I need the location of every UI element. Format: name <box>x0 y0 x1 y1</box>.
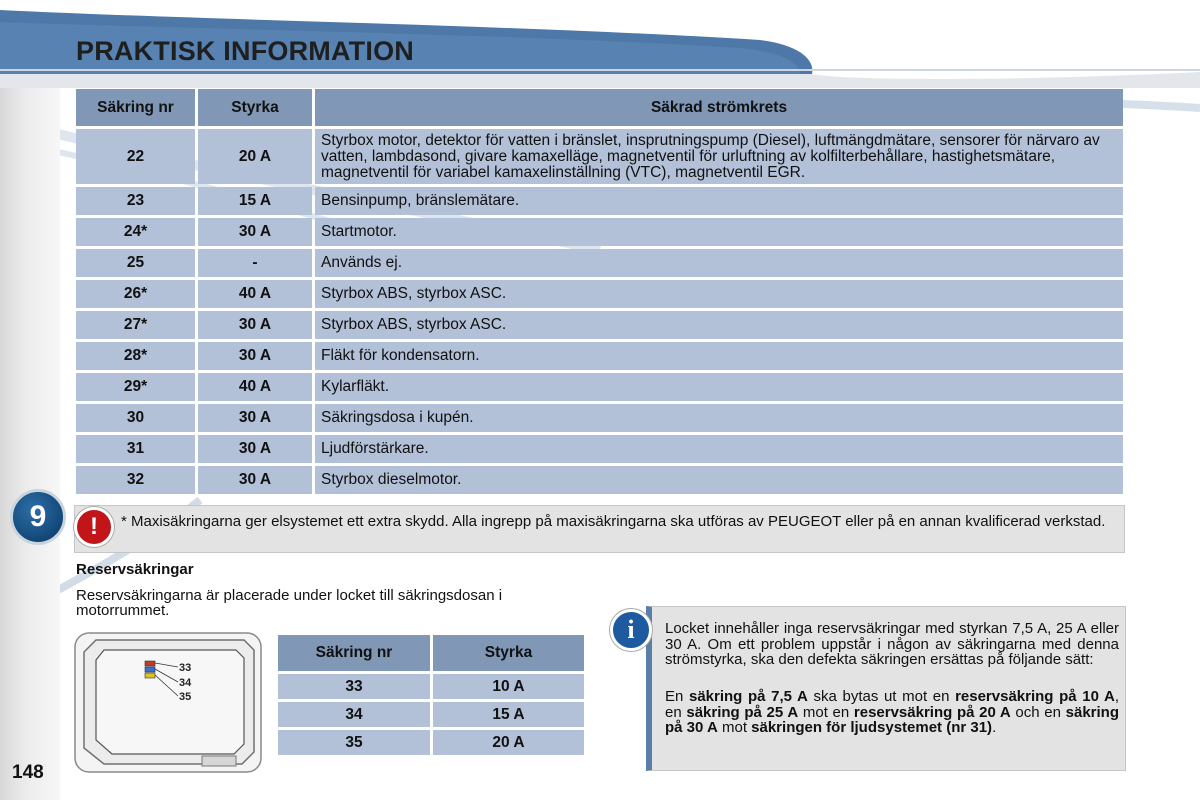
info-text: mot en <box>798 703 854 721</box>
fuse-number: 26* <box>76 280 195 308</box>
reserve-text: Reservsäkringarna är placerade under locket till säkringsdosan i motorrummet. <box>76 587 503 619</box>
info-text: En <box>665 688 689 705</box>
fuse-amperage: 30 A <box>198 218 312 246</box>
info-text: ska bytas ut mot en <box>807 688 956 705</box>
fuse-amperage: 40 A <box>198 373 312 401</box>
fuse-number: 32 <box>76 466 195 494</box>
fuse-circuit: Startmotor. <box>315 218 1123 246</box>
warning-exclamation-icon: ! <box>74 507 114 547</box>
table-row <box>278 730 584 755</box>
fuse-number: 22 <box>76 129 195 184</box>
diagram-label-35: 35 <box>179 691 192 703</box>
fuse-circuit: Styrbox ABS, styrbox ASC. <box>315 311 1123 339</box>
diagram-label-33: 33 <box>179 662 192 674</box>
table-row <box>76 373 1123 401</box>
table-row <box>76 129 1123 184</box>
fuse-number: 34 <box>278 702 430 727</box>
page-number: 148 <box>12 762 44 783</box>
fuse-circuit: Styrbox motor, detektor för vatten i bränslet, insprutningspump (Diesel), luftmängdmätare, sensorer för närvaro av vatten, lambdasond, givare kamaxelläge, magnetventil för urluftning av kolfilterbehållare, hastighetsmätare, magnetventil för variabel kamaxelinställning (VTC), magnetventil EGR. <box>315 129 1123 184</box>
fuse-amperage: - <box>198 249 312 277</box>
table-row <box>76 466 1123 494</box>
info-icon: i <box>610 609 652 651</box>
table-row <box>76 342 1123 370</box>
header-amperage: Styrka <box>198 89 312 126</box>
info-paragraph-1: Locket innehåller inga reservsäkringar med styrkan 7,5 A, 25 A eller 30 A. Om ett problem uppstår i någon av säkringarna med denna strömstyrka, ska den defekta säkringen ersättas på följande sätt: <box>665 620 1119 668</box>
fuse-circuit: Ljudförstärkare. <box>315 435 1123 463</box>
fuse-amperage: 30 A <box>198 466 312 494</box>
table-row <box>278 702 584 727</box>
diagram-label-34: 34 <box>179 677 192 689</box>
table-row <box>76 218 1123 246</box>
fuse-number: 24* <box>76 218 195 246</box>
fuse-box-lid-diagram <box>74 632 262 773</box>
fuse-number: 25 <box>76 249 195 277</box>
info-emphasis: reservsäkring på 10 A <box>955 688 1115 705</box>
header-amperage: Styrka <box>433 635 584 671</box>
info-paragraph-2 <box>665 689 1119 736</box>
fuse-number: 33 <box>278 674 430 699</box>
table-row <box>76 249 1123 277</box>
fuse-table <box>73 86 1126 497</box>
fuse-circuit: Styrbox dieselmotor. <box>315 466 1123 494</box>
fuse-number: 35 <box>278 730 430 755</box>
header-fuse-number: Säkring nr <box>278 635 430 671</box>
left-margin-strip <box>0 88 60 800</box>
spare-table-header <box>278 635 584 671</box>
table-row <box>76 187 1123 215</box>
fuse-circuit: Fläkt för kondensatorn. <box>315 342 1123 370</box>
fuse-circuit: Bensinpump, bränslemätare. <box>315 187 1123 215</box>
fuse-amperage: 20 A <box>433 730 584 755</box>
page-title: PRAKTISK INFORMATION <box>76 36 414 66</box>
info-emphasis: säkring på 25 A <box>686 703 799 721</box>
fuse-amperage: 15 A <box>433 702 584 727</box>
fuse-circuit: Styrbox ABS, styrbox ASC. <box>315 280 1123 308</box>
fuse-amperage: 30 A <box>198 404 312 432</box>
spare-fuse-table <box>275 632 587 758</box>
fuse-amperage: 30 A <box>198 342 312 370</box>
warning-note <box>74 505 1125 553</box>
table-row <box>76 435 1123 463</box>
fuse-table-header <box>76 89 1123 126</box>
fuse-amperage: 10 A <box>433 674 584 699</box>
info-emphasis: säkring på 30 A <box>665 703 1119 736</box>
fuse-amperage: 40 A <box>198 280 312 308</box>
table-row <box>76 311 1123 339</box>
info-text: mot <box>717 719 752 736</box>
info-emphasis: säkring på 7,5 A <box>688 688 808 705</box>
fuse-circuit: Säkringsdosa i kupén. <box>315 404 1123 432</box>
fuse-circuit: Kylarfläkt. <box>315 373 1123 401</box>
header-fuse-number: Säkring nr <box>76 89 195 126</box>
table-row <box>76 280 1123 308</box>
fuse-amperage: 15 A <box>198 187 312 215</box>
table-row <box>76 404 1123 432</box>
fuse-amperage: 30 A <box>198 435 312 463</box>
fuse-number: 28* <box>76 342 195 370</box>
fuse-number: 27* <box>76 311 195 339</box>
fuse-number: 30 <box>76 404 195 432</box>
chapter-badge: 9 <box>10 489 66 545</box>
fuse-number: 23 <box>76 187 195 215</box>
reserve-heading: Reservsäkringar <box>76 561 194 578</box>
info-text: , en <box>665 688 1119 721</box>
fuse-amperage: 30 A <box>198 311 312 339</box>
fuse-circuit: Används ej. <box>315 249 1123 277</box>
fuse-number: 29* <box>76 373 195 401</box>
header-circuit: Säkrad strömkrets <box>315 89 1123 126</box>
info-emphasis: säkringen för ljudsystemet (nr 31) <box>751 719 993 736</box>
info-note <box>646 606 1126 771</box>
table-row <box>278 674 584 699</box>
info-text: och en <box>1010 703 1066 721</box>
fuse-amperage: 20 A <box>198 129 312 184</box>
info-emphasis: reservsäkring på 20 A <box>853 703 1011 721</box>
info-text: . <box>992 719 997 736</box>
fuse-number: 31 <box>76 435 195 463</box>
warning-text: * Maxisäkringarna ger elsystemet ett extra skydd. Alla ingrepp på maxisäkringarna ska utföras av PEUGEOT eller på en annan kvalificerad verkstad. <box>121 513 1106 530</box>
